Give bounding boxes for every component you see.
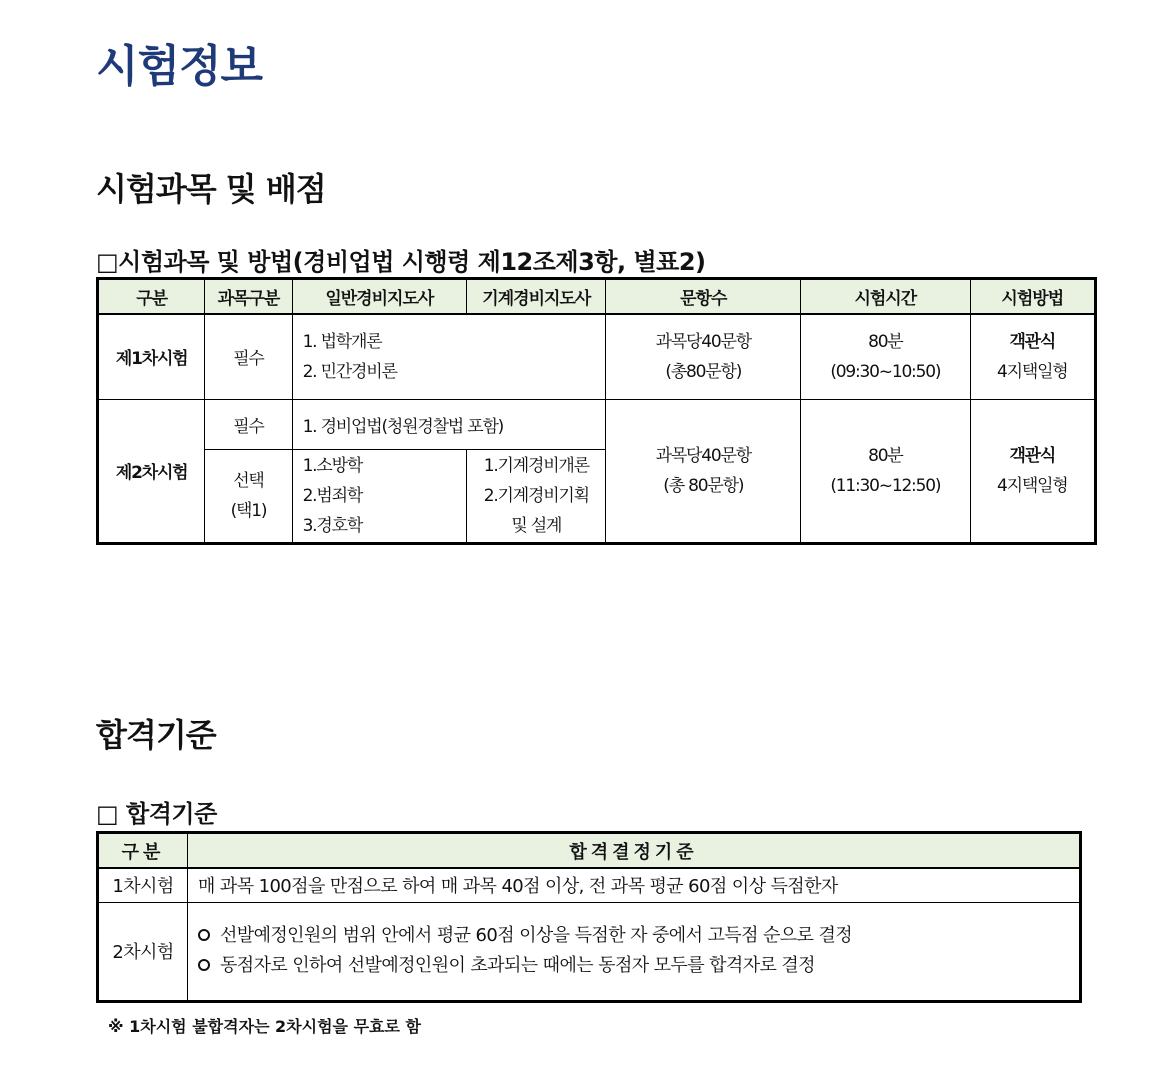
- method-type: 객관식: [1009, 445, 1056, 466]
- header-exam-time: 시험시간: [801, 279, 971, 315]
- criteria-bullet: [198, 921, 1079, 951]
- exam-subjects-table: [96, 277, 1097, 545]
- time-range: (09:30~10:50): [830, 361, 941, 382]
- time-range: (11:30~12:50): [830, 475, 941, 496]
- page-title: 시험정보: [96, 41, 263, 92]
- footnote: ※ 1차시험 불합격자는 2차시험을 무효로 함: [108, 1017, 421, 1036]
- pass-criteria-table: [96, 831, 1082, 1003]
- subtitle-pass-criteria: □ 합격기준: [96, 800, 217, 828]
- row-label-second: 2차시험: [98, 902, 188, 1001]
- method-format: 4지택일형: [997, 361, 1068, 382]
- subtitle-exam-methods: □시험과목 및 방법(경비업법 시행령 제12조제3항, 별표2): [96, 248, 706, 276]
- subject-item: 2. 민간경비론: [302, 361, 397, 382]
- header-exam-method: 시험방법: [970, 279, 1095, 315]
- second-exam-machine-subjects: [467, 449, 606, 543]
- header-pass-decision: 합격결정기준: [188, 833, 1081, 869]
- method-format: 4지택일형: [997, 475, 1068, 496]
- elective-label: 선택: [233, 470, 264, 491]
- first-exam-method: [970, 314, 1095, 399]
- circle-bullet-icon: [198, 929, 210, 941]
- second-exam-method: [970, 399, 1095, 543]
- bullet-text: 동점자로 인하여 선발예정인원이 초과되는 때에는 동점자 모두를 합격자로 결정: [220, 955, 815, 976]
- subject-item: 2.범죄학: [302, 485, 363, 506]
- subject-item: 및 설계: [511, 515, 562, 536]
- criteria-bullet: [198, 951, 1079, 981]
- second-exam-items: [606, 399, 801, 543]
- first-exam-time: [801, 314, 971, 399]
- first-exam-category: 필수: [205, 314, 292, 399]
- second-exam-required-category: 필수: [205, 399, 292, 449]
- method-type: 객관식: [1009, 331, 1056, 352]
- second-exam-general-subjects: [292, 449, 467, 543]
- header-division: 구분: [98, 833, 188, 869]
- table-row: [98, 399, 1096, 449]
- items-total: (총80문항): [665, 361, 742, 382]
- items-total: (총 80문항): [663, 475, 744, 496]
- section-title-exam-subjects: 시험과목 및 배점: [96, 170, 326, 208]
- table-row: [98, 314, 1096, 399]
- header-division: 구분: [98, 279, 205, 315]
- subject-item: 1. 법학개론: [302, 331, 382, 352]
- subject-item: 3.경호학: [302, 515, 363, 536]
- duration: 80분: [868, 445, 903, 466]
- table-header-row: [98, 279, 1096, 315]
- header-machine-guard: 기계경비지도사: [467, 279, 606, 315]
- duration: 80분: [868, 331, 903, 352]
- header-subject-category: 과목구분: [205, 279, 292, 315]
- row-label-first: 1차시험: [98, 868, 188, 902]
- header-question-count: 문항수: [606, 279, 801, 315]
- elective-note: (택1): [230, 500, 267, 521]
- first-exam-label: 제1차시험: [98, 314, 205, 399]
- bullet-text: 선발예정인원의 범위 안에서 평균 60점 이상을 득점한 자 중에서 고득점 순으로 결정: [220, 925, 853, 946]
- row-text-first: 매 과목 100점을 만점으로 하여 매 과목 40점 이상, 전 과목 평균 60점 이상 득점한자: [188, 868, 1081, 902]
- table-row: [98, 868, 1081, 902]
- first-exam-subjects: [292, 314, 606, 399]
- section-title-pass-criteria: 합격기준: [96, 716, 216, 754]
- circle-bullet-icon: [198, 959, 210, 971]
- subject-item: 1.소방학: [302, 455, 363, 476]
- second-exam-required-subject: 1. 경비업법(청원경찰법 포함): [292, 399, 606, 449]
- second-exam-elective-category: [205, 449, 292, 543]
- table-header-row: [98, 833, 1081, 869]
- second-exam-label: 제2차시험: [98, 399, 205, 543]
- subject-item: 2.기계경비기획: [483, 485, 589, 506]
- row-bullets-second: [188, 902, 1081, 1001]
- table-row: [98, 902, 1081, 1001]
- first-exam-items: [606, 314, 801, 399]
- subject-item: 1.기계경비개론: [483, 455, 589, 476]
- items-per-subject: 과목당40문항: [655, 445, 751, 466]
- items-per-subject: 과목당40문항: [655, 331, 751, 352]
- second-exam-time: [801, 399, 971, 543]
- header-general-guard: 일반경비지도사: [292, 279, 467, 315]
